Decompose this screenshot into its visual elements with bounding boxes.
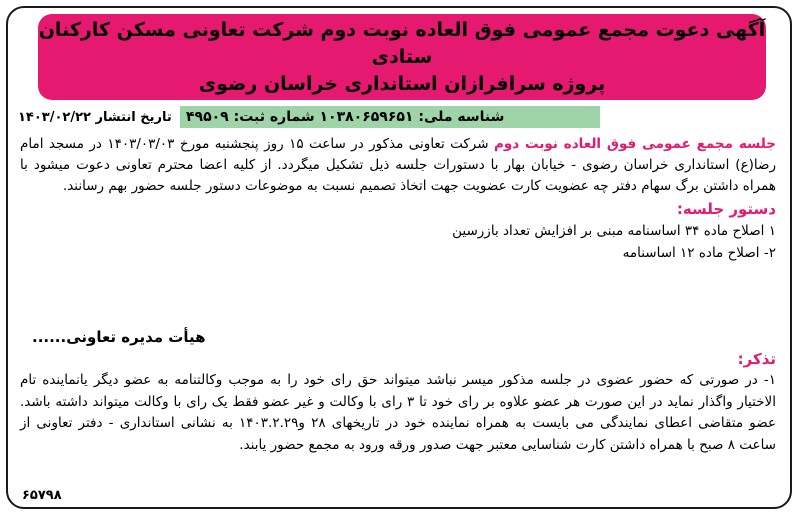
agenda-title: دستور جلسه: (676, 200, 776, 218)
banner-title-line2: پروژه سرافرازان استانداری خراسان رضوی (198, 72, 606, 95)
intro-paragraph (20, 134, 776, 264)
publish-date: تاریخ انتشار ۱۴۰۳/۰۲/۲۲ (18, 109, 172, 125)
notes-title: تذکر: (737, 350, 776, 368)
intro-text: شرکت تعاونی مذکور در ساعت ۱۵ روز پنجشنبه مورخ ۱۴۰۳/۰۳/۰۳ در مسجد امام رضا(ع) استانداری خراسان رضوی - خیابان بهار با دستورات جلسه ذیل تشکیل میگردد. از کلیه اعضا محترم تعاونی دعوت میشود با همراه داشتن برگ سهام دفتر چه عضویت کارت عضویت جهت اتخاذ تصمیم نسبت به موضوعات دستور جلسه حضور بهم رسانند. (20, 136, 776, 194)
registration-ids (180, 106, 600, 128)
board-signature: هیأت مدیره تعاونی...... (32, 328, 206, 346)
notes-paragraph: ۱- در صورتی که حضور عضوی در جلسه مذکور میسر نباشد میتواند حق رای خود را به موجب وکالتنامه به عضو دیگر یانماینده تام الاختیار واگذار نماید در این صورت هر عضو علاوه بر رای خود تا ۳ رای با وکالت و غیر عضو فقط یک رای با وکالت میتواند داشته باشد. عضو متقاضی اعطای نمایندگی می بایست به همراه نماینده خود در تاریخهای ۲۸ و۱۴۰۳.۲.۲۹ به نشانی استانداری - دفتر تعاونی از ساعت ۸ صبح با همراه داشتن کارت شناسایی معتبر جهت صدور ورقه ورود به مجمع حضور یابند. (20, 372, 776, 453)
intro-highlight: جلسه مجمع عمومی فوق العاده نوبت دوم (494, 136, 777, 152)
agenda-item: ۱ اصلاح ماده ۳۴ اساسنامه مبنی بر افزایش تعداد بازرسین (452, 223, 776, 239)
header-banner (38, 14, 766, 100)
agenda-item: ۲- اصلاح ماده ۱۲ اساسنامه (622, 245, 776, 261)
ad-code: ۶۵۷۹۸ (22, 488, 62, 503)
ad-frame (6, 6, 792, 509)
registration-ids-text: شناسه ملی: ۱۰۳۸۰۶۵۹۶۵۱ شماره ثبت: ۴۹۵۰۹ (186, 109, 505, 125)
banner-title-line1: آگهی دعوت مجمع عمومی فوق العاده نوبت دوم شرکت تعاونی مسکن کارکنان ستادی (38, 18, 766, 68)
